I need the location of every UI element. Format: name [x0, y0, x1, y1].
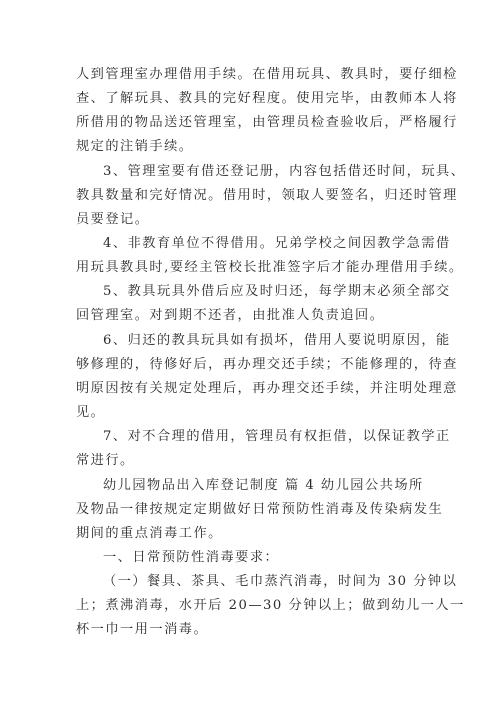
text-line: 3、管理室要有借还登记册，内容包括借还时间，玩具、: [103, 164, 466, 179]
text-line: 期间的重点消毒工作。: [76, 526, 223, 541]
text-line: 幼儿园物品出入库登记制度 篇 4 幼儿园公共场所: [103, 478, 424, 493]
text-line: 查、了解玩具、教具的完好程度。使用完毕，由教师本人将: [76, 91, 458, 106]
text-line: 够修理的，待修好后，再办理交还手续；不能修理的，待查: [76, 357, 458, 372]
text-line: 及物品一律按规定定期做好日常预防性消毒及传染病发生: [76, 502, 444, 517]
text-line: 上；煮沸消毒，水开后 20—30 分钟以上；做到幼儿一人一: [76, 598, 465, 613]
text-line: 规定的注销手续。: [76, 139, 194, 154]
text-line: （一）餐具、茶具、毛巾蒸汽消毒，时间为 30 分钟以: [103, 574, 458, 589]
text-line: 杯一巾一用一消毒。: [76, 622, 209, 637]
text-line: 7、对不合理的借用，管理员有权拒借，以保证教学正: [103, 429, 451, 444]
text-line: 5、教具玩具外借后应及时归还，每学期末必须全部交: [103, 284, 451, 299]
text-line: 教具数量和完好情况。借用时，领取人要签名，归还时管理: [76, 188, 458, 203]
text-line: 用玩具教具时,要经主管校长批准签字后才能办理借用手续。: [76, 260, 464, 275]
text-line: 回管理室。对到期不还者，由批准人负责追回。: [76, 308, 385, 323]
text-line: 常进行。: [76, 453, 135, 468]
text-line: 6、归还的教具玩具如有损坏，借用人要说明原因，能: [103, 333, 451, 348]
text-line: 4、非教育单位不得借用。兄弟学校之间因教学急需借: [103, 236, 451, 251]
text-line: 人到管理室办理借用手续。在借用玩具、教具时，要仔细检: [76, 67, 458, 82]
text-line: 明原因按有关规定处理后，再办理交还手续，并注明处理意: [76, 381, 458, 396]
text-line: 一、日常预防性消毒要求：: [103, 550, 280, 565]
text-line: 所借用的物品送还管理室，由管理员检查验收后，严格履行: [76, 115, 458, 130]
text-line: 见。: [76, 405, 106, 420]
text-line: 员要登记。: [76, 212, 150, 227]
